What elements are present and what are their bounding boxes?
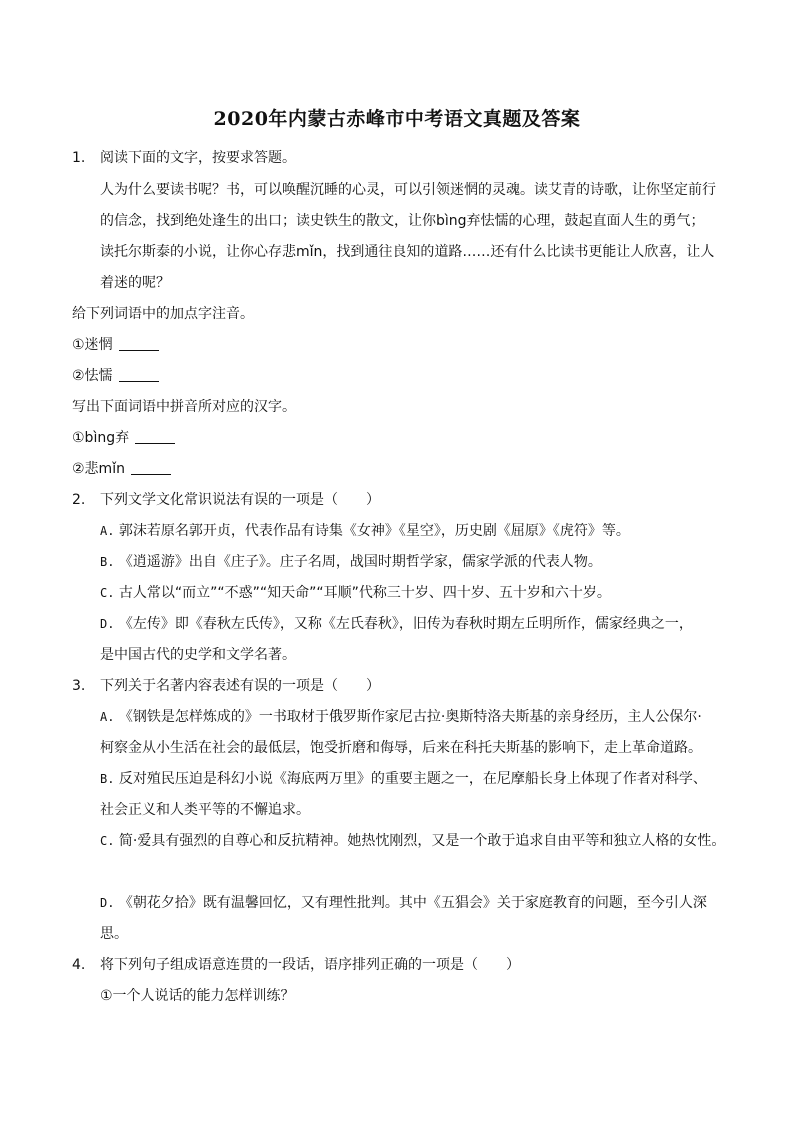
option-letter: C.: [100, 834, 115, 848]
answer-blank: [119, 336, 159, 351]
q3-option-a-text-2: 柯察金从小生活在社会的最低层，饱受折磨和侮辱，后来在科托夫斯基的影响下，走上革命道路。: [100, 740, 702, 756]
q1-passage-line-2: 的信念，找到绝处逢生的出口；读史铁生的散文，让你bìng弃怯懦的心理，鼓起直面人生的勇气；: [100, 213, 705, 229]
q2-option-c-text: 古人常以“而立”“不惑”“知天命”“耳顺”代称三十岁、四十岁、五十岁和六十岁。: [118, 585, 611, 601]
q3-option-d: [100, 893, 707, 913]
q2-option-b-text: 《逍遥游》出自《庄子》。庄子名周，战国时期哲学家，儒家学派的代表人物。: [118, 554, 602, 570]
q3-option-b: [100, 769, 707, 789]
q2-stem: 下列文学文化常识说法有误的一项是（ ）: [100, 492, 380, 508]
q1-passage-line-3: 读托尔斯泰的小说，让你心存悲mǐn，找到通往良知的道路……还有什么比读书更能让人欣喜，让人: [100, 244, 715, 260]
q3-option-b-text-1: 反对殖民压迫是科幻小说《海底两万里》的重要主题之一，在尼摩船长身上体现了作者对科学、: [118, 771, 707, 787]
q4-sentence-1: ①一个人说话的能力怎样训练？: [100, 988, 295, 1004]
q2-option-a: [100, 521, 630, 541]
page-title: 2020年内蒙古赤峰市中考语文真题及答案: [213, 108, 581, 130]
option-letter: A.: [100, 710, 115, 724]
q1-number: 1.: [72, 150, 86, 166]
q2-number: 2.: [72, 492, 86, 508]
q3-option-d-text-2: 思。: [100, 926, 128, 942]
option-letter: B.: [100, 555, 115, 569]
q1-task-2-item-1: [72, 428, 175, 448]
q1-task-1-item-1: [72, 335, 159, 355]
option-letter: D.: [100, 617, 115, 631]
q3-stem: 下列关于名著内容表述有误的一项是（ ）: [100, 678, 380, 694]
answer-blank: [119, 367, 159, 382]
answer-blank: [131, 460, 171, 475]
q3-option-d-text-1: 《朝花夕拾》既有温馨回忆，又有理性批判。其中《五猖会》关于家庭教育的问题，至今引人深: [118, 895, 707, 911]
q1-task-1-item-2-label: ②怯懦: [72, 368, 113, 384]
q1-passage-line-1: 人为什么要读书呢？书，可以唤醒沉睡的心灵，可以引领迷惘的灵魂。读艾青的诗歌，让你坚定前行: [100, 182, 716, 198]
q2-option-c: [100, 583, 611, 603]
q3-option-c-text: 简·爱具有强烈的自尊心和反抗精神。她热忱刚烈，又是一个敢于追求自由平等和独立人格的女性。: [118, 833, 726, 849]
q2-option-d: [100, 614, 693, 634]
q1-task-2: 写出下面词语中拼音所对应的汉字。: [72, 399, 296, 415]
q2-option-b: [100, 552, 602, 572]
q1-task-2-item-2: [72, 459, 171, 479]
option-letter: C.: [100, 586, 115, 600]
q1-task-1-item-2: [72, 366, 159, 386]
option-letter: A.: [100, 524, 115, 538]
option-letter: B.: [100, 772, 115, 786]
q3-option-b-text-2: 社会正义和人类平等的不懈追求。: [100, 802, 310, 818]
q4-stem: 将下列句子组成语意连贯的一段话，语序排列正确的一项是（ ）: [100, 957, 520, 973]
q1-passage-line-4: 着迷的呢？: [100, 275, 170, 291]
option-letter: D.: [100, 896, 115, 910]
q2-option-d-text-1: 《左传》即《春秋左氏传》，又称《左氏春秋》，旧传为春秋时期左丘明所作，儒家经典之一，: [118, 616, 693, 632]
q3-option-c: [100, 831, 725, 851]
q2-option-d-text-2: 是中国古代的史学和文学名著。: [100, 647, 296, 663]
q1-task-2-item-1-label: ①bìng弃: [72, 430, 130, 446]
q1-task-2-item-2-label: ②悲mǐn: [72, 461, 125, 477]
q1-task-1: 给下列词语中的加点字注音。: [72, 306, 254, 322]
q3-option-a: [100, 707, 702, 727]
answer-blank: [135, 429, 175, 444]
q1-task-1-item-1-label: ①迷惘: [72, 337, 113, 353]
q3-option-a-text-1: 《钢铁是怎样炼成的》一书取材于俄罗斯作家尼古拉·奥斯特洛夫斯基的亲身经历，主人公保尔·: [118, 709, 702, 725]
q3-number: 3.: [72, 678, 86, 694]
q2-option-a-text: 郭沫若原名郭开贞，代表作品有诗集《女神》《星空》，历史剧《屈原》《虎符》等。: [118, 523, 630, 539]
q1-stem: 阅读下面的文字，按要求答题。: [100, 150, 296, 166]
q4-number: 4.: [72, 957, 86, 973]
